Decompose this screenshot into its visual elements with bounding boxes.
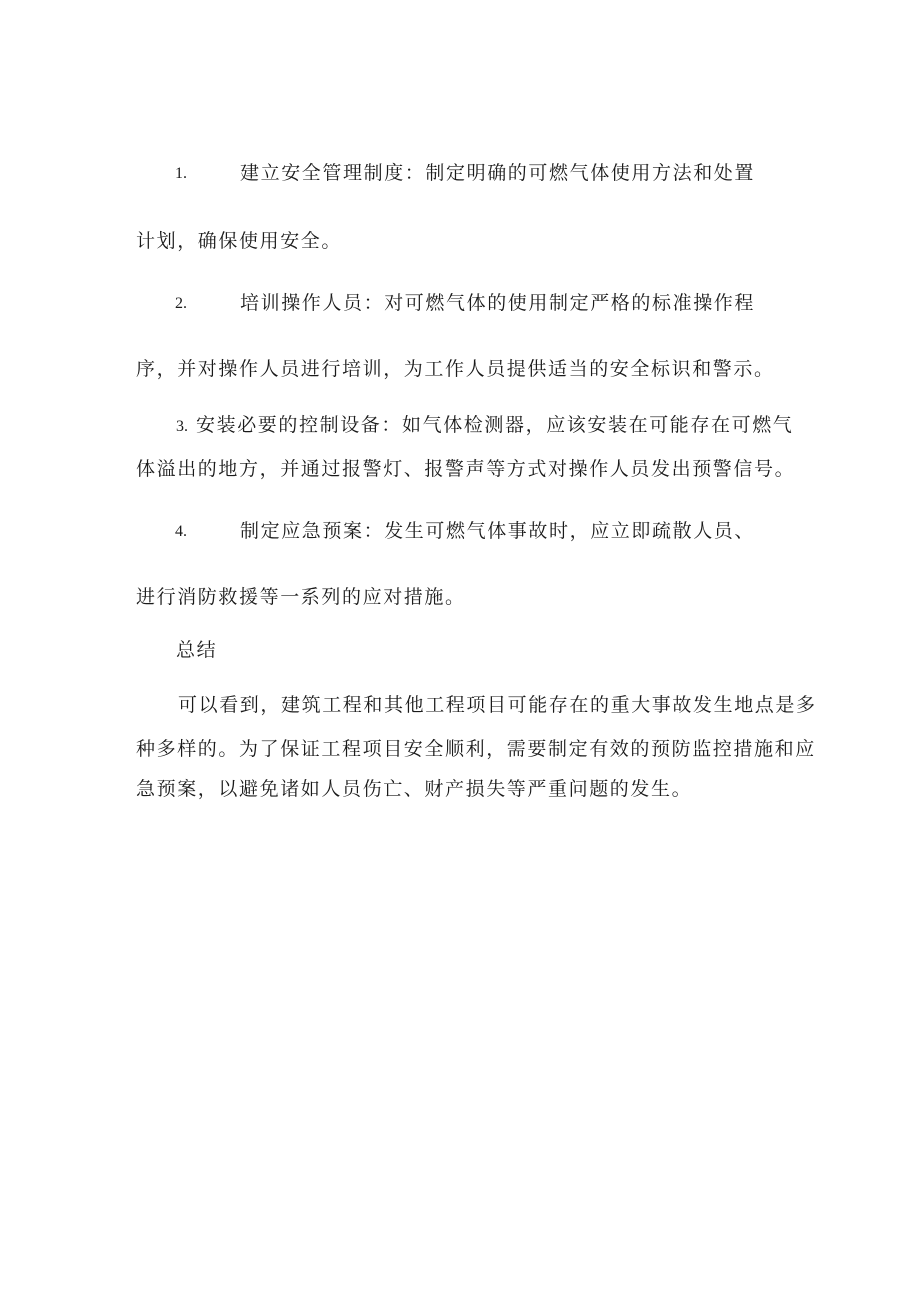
item-3-text: 安装必要的控制设备：如气体检测器，应该安装在可能存在可燃气 bbox=[196, 414, 794, 436]
item-4-text: 制定应急预案：发生可燃气体事故时，应立即疏散人员、 bbox=[240, 520, 756, 542]
summary-line-3: 急预案，以避免诸如人员伤亡、财产损失等严重问题的发生。 bbox=[136, 778, 693, 800]
item-3-line bbox=[176, 413, 793, 439]
item-2-continuation: 序，并对操作人员进行培训，为工作人员提供适当的安全标识和警示。 bbox=[136, 358, 775, 380]
item-3-continuation: 体溢出的地方，并通过报警灯、报警声等方式对操作人员发出预警信号。 bbox=[136, 458, 796, 480]
item-1-continuation: 计划，确保使用安全。 bbox=[136, 230, 343, 252]
item-2-text: 培训操作人员：对可燃气体的使用制定严格的标准操作程 bbox=[240, 292, 756, 314]
item-4-number: 4. bbox=[175, 523, 187, 540]
summary-heading: 总结 bbox=[176, 639, 218, 661]
summary-line-2: 种多样的。为了保证工程项目安全顺利，需要制定有效的预防监控措施和应 bbox=[136, 738, 816, 760]
item-3-number: 3. bbox=[176, 418, 188, 435]
item-1-number: 1. bbox=[175, 165, 187, 182]
item-2-number: 2. bbox=[175, 295, 187, 312]
item-1-text: 建立安全管理制度：制定明确的可燃气体使用方法和处置 bbox=[240, 162, 756, 184]
summary-line-1: 可以看到，建筑工程和其他工程项目可能存在的重大事故发生地点是多 bbox=[178, 694, 817, 716]
item-4-continuation: 进行消防救援等一系列的应对措施。 bbox=[136, 586, 466, 608]
